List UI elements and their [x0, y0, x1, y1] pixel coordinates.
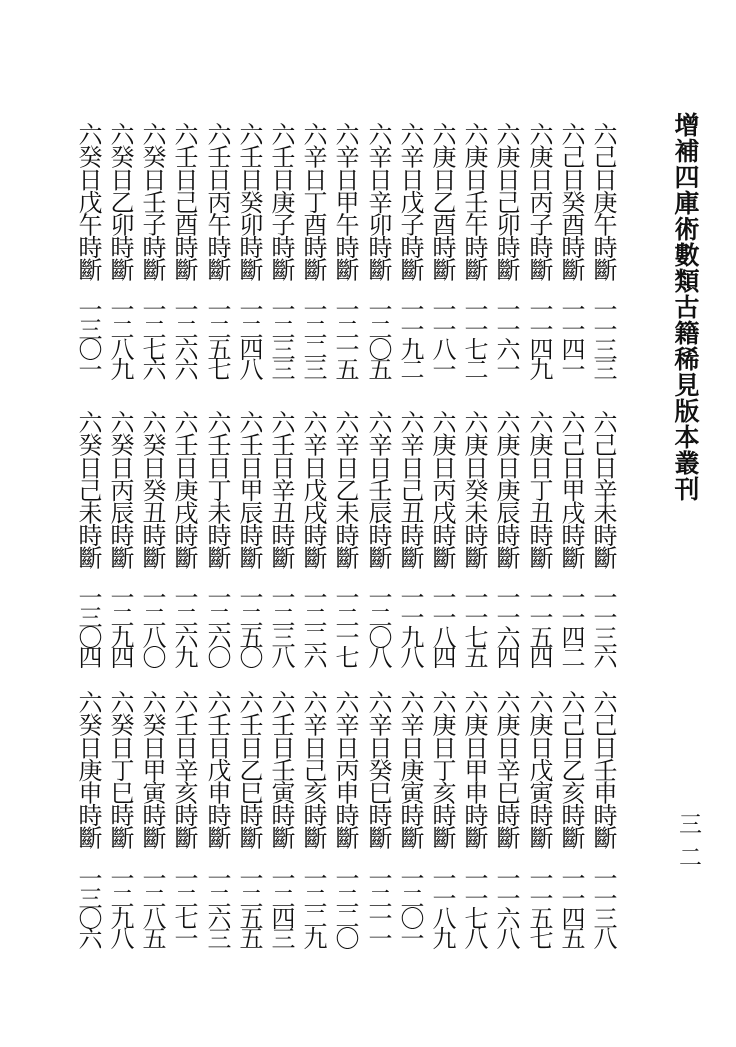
entry-page-number: 一一九八: [396, 585, 424, 665]
entry-label: 六己日庚午時斷: [589, 122, 617, 281]
entry-page-number: 一一三三: [589, 297, 617, 377]
entry-page-number: 一二三三: [267, 297, 295, 377]
entry-label: 六己日癸酉時斷: [557, 122, 585, 281]
entry-page-number: 一一三六: [589, 585, 617, 665]
entry-page-number: 一二一五: [331, 297, 359, 377]
entry-page-number: 一二二九: [299, 866, 327, 946]
entry-page-number: 一二五〇: [235, 585, 263, 665]
entry-page-number: 一二〇一: [396, 866, 424, 946]
entry-label: 六癸日丙辰時斷: [106, 410, 134, 569]
entry-label: 六庚日戊寅時斷: [525, 690, 553, 849]
entry-label: 六辛日丙申時斷: [331, 690, 359, 849]
entry-page-number: 一二六三: [203, 866, 231, 946]
entry-page-number: 一二六六: [170, 297, 198, 377]
entry-page-number: 一一八九: [428, 866, 456, 946]
entry-label: 六壬日癸卯時斷: [235, 122, 263, 281]
entry-label: 六壬日乙巳時斷: [235, 690, 263, 849]
entry-label: 六辛日辛卯時斷: [364, 122, 392, 281]
entry-label: 六庚日壬午時斷: [460, 122, 488, 281]
entry-label: 六癸日戊午時斷: [74, 122, 102, 281]
entry-page-number: 一二四八: [235, 297, 263, 377]
entry-page-number: 一一四五: [557, 866, 585, 946]
entry-label: 六庚日辛巳時斷: [492, 690, 520, 849]
entry-page-number: 一二六九: [170, 585, 198, 665]
entry-page-number: 一二七六: [138, 297, 166, 377]
entry-page-number: 一一六四: [492, 585, 520, 665]
entry-page-number: 一一八一: [428, 297, 456, 377]
entry-label: 六辛日甲午時斷: [331, 122, 359, 281]
entry-page-number: 一二九八: [106, 866, 134, 946]
entry-label: 六壬日丁未時斷: [203, 410, 231, 569]
entry-page-number: 一二八〇: [138, 585, 166, 665]
entry-label: 六壬日庚子時斷: [267, 122, 295, 281]
entry-label: 六己日辛未時斷: [589, 410, 617, 569]
entry-label: 六庚日乙酉時斷: [428, 122, 456, 281]
entry-label: 六辛日癸巳時斷: [364, 690, 392, 849]
entry-label: 六癸日丁巳時斷: [106, 690, 134, 849]
entry-page-number: 一二九四: [106, 585, 134, 665]
entry-label: 六庚日甲申時斷: [460, 690, 488, 849]
entry-page-number: 一二八九: [106, 297, 134, 377]
entry-page-number: 一二五五: [235, 866, 263, 946]
entry-label: 六壬日壬寅時斷: [267, 690, 295, 849]
entry-page-number: 一二二〇: [331, 866, 359, 946]
entry-page-number: 一二〇八: [364, 585, 392, 665]
entry-label: 六辛日壬辰時斷: [364, 410, 392, 569]
entry-page-number: 一二三八: [267, 585, 295, 665]
entry-label: 六己日壬申時斷: [589, 690, 617, 849]
entry-label: 六癸日壬子時斷: [138, 122, 166, 281]
entry-page-number: 一一四九: [525, 297, 553, 377]
entry-label: 六庚日癸未時斷: [460, 410, 488, 569]
entry-label: 六己日甲戌時斷: [557, 410, 585, 569]
entry-label: 六辛日乙未時斷: [331, 410, 359, 569]
entry-page-number: 一二二三: [299, 297, 327, 377]
entry-label: 六辛日戊子時斷: [396, 122, 424, 281]
entry-label: 六己日乙亥時斷: [557, 690, 585, 849]
entry-label: 六壬日庚戌時斷: [170, 410, 198, 569]
entry-page-number: 一二六〇: [203, 585, 231, 665]
entry-page-number: 一二四三: [267, 866, 295, 946]
entry-label: 六辛日丁酉時斷: [299, 122, 327, 281]
entry-label: 六癸日庚申時斷: [74, 690, 102, 849]
entry-page-number: 一一四二: [557, 585, 585, 665]
entry-page-number: 一一七五: [460, 585, 488, 665]
series-title: 增補四庫術數類古籍稀見版本叢刊: [671, 112, 700, 502]
entry-page-number: 一二七一: [170, 866, 198, 946]
page-number: 三二: [675, 812, 701, 878]
entry-label: 六庚日丙子時斷: [525, 122, 553, 281]
entry-page-number: 一一九二: [396, 297, 424, 377]
entry-label: 六庚日丙戌時斷: [428, 410, 456, 569]
entry-label: 六癸日癸丑時斷: [138, 410, 166, 569]
entry-page-number: 一一五四: [525, 585, 553, 665]
entry-page-number: 一三〇四: [74, 585, 102, 665]
entry-page-number: 一一五七: [525, 866, 553, 946]
entry-page-number: 一二一一: [364, 866, 392, 946]
entry-label: 六庚日丁亥時斷: [428, 690, 456, 849]
entry-page-number: 一一八四: [428, 585, 456, 665]
entry-label: 六壬日辛亥時斷: [170, 690, 198, 849]
entry-label: 六辛日己亥時斷: [299, 690, 327, 849]
entry-page-number: 一一七二: [460, 297, 488, 377]
entry-page-number: 一二五七: [203, 297, 231, 377]
entry-page-number: 一二一七: [331, 585, 359, 665]
entry-page-number: 一三〇一: [74, 297, 102, 377]
entry-label: 六壬日丙午時斷: [203, 122, 231, 281]
entry-label: 六庚日庚辰時斷: [492, 410, 520, 569]
entry-label: 六癸日甲寅時斷: [138, 690, 166, 849]
entry-page-number: 一一四一: [557, 297, 585, 377]
entry-label: 六辛日庚寅時斷: [396, 690, 424, 849]
entry-page-number: 一一六八: [492, 866, 520, 946]
entry-label: 六辛日己丑時斷: [396, 410, 424, 569]
entry-page-number: 一二〇五: [364, 297, 392, 377]
entry-label: 六癸日乙卯時斷: [106, 122, 134, 281]
entry-page-number: 一一三八: [589, 866, 617, 946]
entry-label: 六庚日丁丑時斷: [525, 410, 553, 569]
entry-label: 六壬日己酉時斷: [170, 122, 198, 281]
entry-page-number: 一二二六: [299, 585, 327, 665]
entry-label: 六壬日辛丑時斷: [267, 410, 295, 569]
entry-label: 六壬日甲辰時斷: [235, 410, 263, 569]
entry-page-number: 一一七八: [460, 866, 488, 946]
entry-label: 六辛日戊戌時斷: [299, 410, 327, 569]
entry-label: 六癸日己未時斷: [74, 410, 102, 569]
entry-page-number: 一三〇六: [74, 866, 102, 946]
entry-page-number: 一一六一: [492, 297, 520, 377]
entry-page-number: 一二八五: [138, 866, 166, 946]
entry-label: 六庚日己卯時斷: [492, 122, 520, 281]
entry-label: 六壬日戊申時斷: [203, 690, 231, 849]
